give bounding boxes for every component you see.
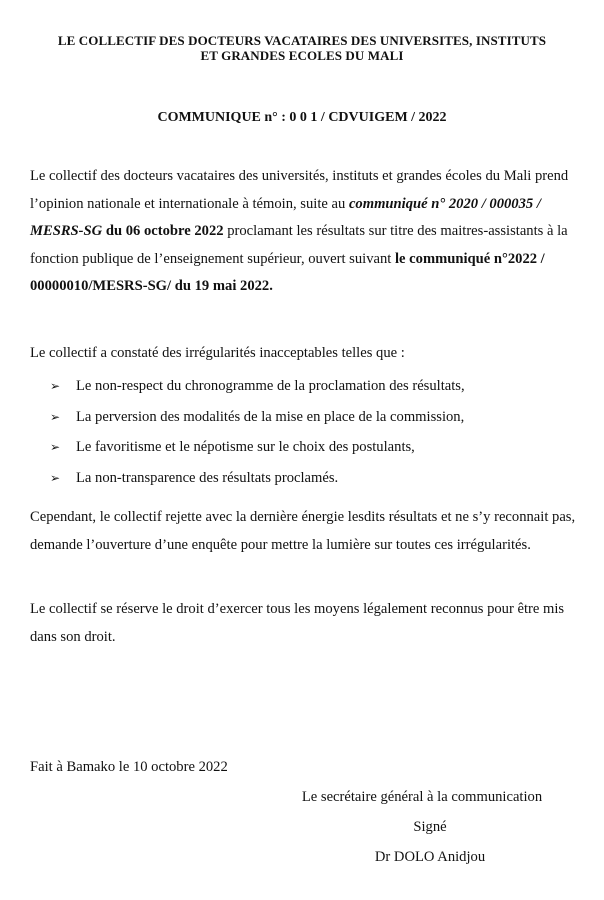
list-item-text: Le non-respect du chronogramme de la proclamation des résultats, bbox=[76, 378, 465, 394]
list-item bbox=[50, 404, 580, 435]
signed-mark: Signé bbox=[413, 819, 447, 835]
intro-text-a: Le collectif des docteurs vacataires des universités, instituts et grandes écoles du Mali prend l’opinion nationale et internationale à témoin, suite au bbox=[30, 168, 569, 212]
paragraph-rejection: Cependant, le collectif rejette avec la dernière énergie lesdits résultats et ne s’y reconnait pas, demande l’ouverture d’une enquête pour mettre la lumière sur toutes ces irrégularités. bbox=[30, 509, 576, 553]
list-item-text: Le favoritisme et le népotisme sur le choix des postulants, bbox=[76, 439, 415, 455]
header-line-1: LE COLLECTIF DES DOCTEURS VACATAIRES DES UNIVERSITES, INSTITUTS bbox=[57, 33, 547, 48]
paragraph-intro bbox=[30, 163, 576, 301]
arrow-bullet-icon: ➢ bbox=[50, 440, 61, 454]
communique-date: du 06 octobre 2022 bbox=[102, 223, 224, 240]
list-item bbox=[50, 373, 580, 404]
document-header bbox=[0, 33, 604, 63]
communique-reference: communiqué n° 2020 / 000035 / MESRS-SG bbox=[30, 195, 541, 240]
list-item-text: La non-transparence des résultats proclamés. bbox=[76, 469, 339, 486]
list-item bbox=[50, 434, 580, 465]
second-communique-reference: le communiqué n°2022 / 00000010/MESRS-SG/ du 19 mai 2022. bbox=[30, 250, 545, 295]
list-item-text: La perversion des modalités de la mise en place de la commission, bbox=[76, 408, 465, 425]
intro-text-b: proclamant les résultats sur titre des maitres-assistants à la fonction publique de l’enseignement supérieur, ouvert suivant bbox=[30, 223, 568, 267]
signatory-role: Le secrétaire général à la communication bbox=[301, 789, 543, 805]
communique-title: COMMUNIQUE n° : 0 0 1 / CDVUIGEM / 2022 bbox=[157, 110, 447, 125]
irregularities-list bbox=[50, 373, 580, 495]
signatory-name: Dr DOLO Anidjou bbox=[374, 849, 486, 865]
place-date: Fait à Bamako le 10 octobre 2022 bbox=[30, 759, 228, 775]
paragraph-irregularities: Le collectif a constaté des irrégularités inacceptables telles que : bbox=[30, 345, 405, 361]
arrow-bullet-icon: ➢ bbox=[50, 379, 61, 393]
paragraph-rights: Le collectif se réserve le droit d’exercer tous les moyens légalement reconnus pour être mis dans son droit. bbox=[30, 601, 565, 645]
arrow-bullet-icon: ➢ bbox=[50, 470, 61, 485]
header-line-2: ET GRANDES ECOLES DU MALI bbox=[200, 48, 404, 63]
arrow-bullet-icon: ➢ bbox=[50, 409, 61, 424]
list-item bbox=[50, 465, 580, 496]
